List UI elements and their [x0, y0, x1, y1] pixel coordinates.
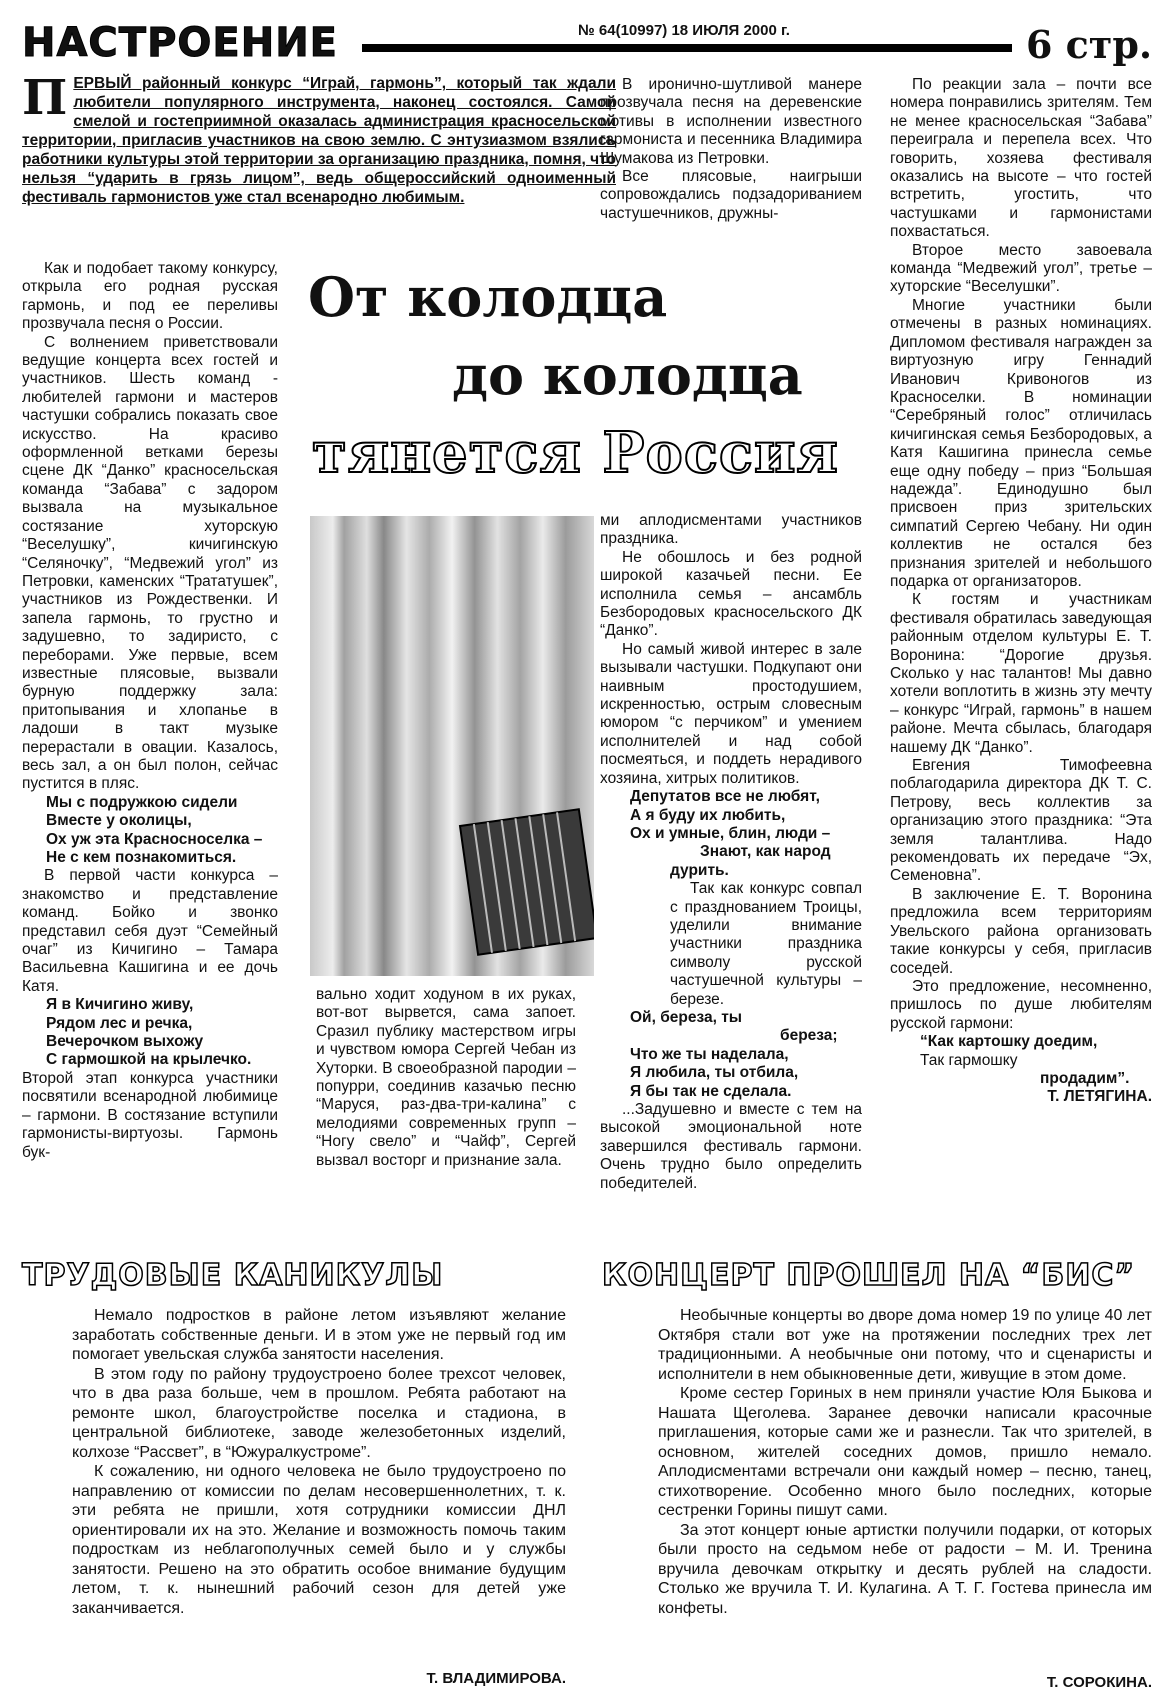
- verse-line: Ох уж эта Красносноселка –: [46, 830, 263, 848]
- accordion-icon: [310, 516, 594, 976]
- paragraph: Это предложение, несомненно, пришлось по душе любителям русской гармони:: [890, 977, 1152, 1032]
- drop-cap: П: [22, 70, 68, 126]
- signature: Т. ЛЕТЯГИНА.: [1047, 1088, 1152, 1106]
- verse-line: “Как картошку доедим,: [920, 1033, 1098, 1051]
- birch-photo: [310, 516, 594, 976]
- paragraph: Второй этап конкурса участники посвятили всенародной любимице – гармони. В состязание вступили гармонисты-виртуозы. Гармонь бук-: [22, 1069, 278, 1161]
- verse-line: Не с кем познакомиться.: [46, 849, 237, 866]
- paragraph: Так как конкурс совпал с празднованием Троицы, уделили внимание участники праздника символу русской частушечной культуры – березе.: [670, 880, 862, 1008]
- paragraph: Но самый живой интерес в зале вызывали частушки. Подкупают они наивным простодушием, искренностью, острым словесным юмором “с перчиком” и умением исполнителей и над собой посмеяться, и поддеть нерадивого хозяина, хитрых политиков.: [600, 640, 862, 787]
- paragraph: Многие участники были отмечены в разных номинациях. Дипломом фестиваля награжден за виртуозную игру Геннадий Иванович Кривоногов из Красноселки. В номинации “Серебряный голос” отличилась кичигинская семья Безбородовых, а Катя Кашигина принесла семье еще одну победу – приз “Большая надежда”. Единодушно был присвоен приз зрительских симпатий Сергею Чебану. Ни один коллектив не остался без признания зрителей и небольшого подарка от организаторов.: [890, 296, 1152, 590]
- article3-body: [658, 1306, 1152, 1618]
- headline-line-1: От колодца: [308, 265, 668, 329]
- paragraph: По реакции зала – почти все номера понравились зрителям. Тем не менее красносельская “Забава” переиграла и перепела всех. Что говорить, хозяева фестиваля оказались на высоте – что гостей встретить, угостить, что частушками и гармонистами похвастаться.: [890, 76, 1152, 241]
- paragraph: В иронично-шутливой манере прозвучала песня на деревенские мотивы в исполнении известного гармониста и песенника Владимира Шумакова из Петровки.: [600, 76, 862, 167]
- paragraph: С волнением приветствовали ведущие концерта всех гостей и участников. Шесть команд - любителей гармони и мастеров частушки собрались показать свое искусство. На красиво оформленной ветками березы сцене ДК “Данко” красносельская команда “Забава” с задором вызвала на музыкальное состязание хуторскую “Веселушку”, кичигинскую “Селяночку”, “Медвежий угол” из Петровки, каменских “Трататушек”, участников из Рождественки. И запела гармонь, то грустно и задушевно, то задиристо, с переборами. Уже первые, всем известные плясовые, вызвали бурную поддержку зала: притопывания и хлопанье в ладоши в такт музыке перерастали в овации. Казалось, весь зал, а он был полон, сейчас пустится в пляс.: [22, 333, 278, 793]
- column-3-top: [600, 76, 862, 223]
- verse-line: Вместе у околицы,: [46, 812, 192, 830]
- paragraph: Кроме сестер Гориных в нем приняли участие Юля Быкова и Нашата Щеголева. Заранее девочки написали красочные приглашения, которые сами же и разнесли. Так что зрителей, в основном, жителей соседних домов, пришло немало. Аплодисментами встречали они каждый номер – песню, танец, стихотворение. Особенно много было последних, которые сестренки Горины пишут сами.: [658, 1385, 1152, 1519]
- verse-line: Так гармошку: [920, 1051, 1018, 1069]
- header-rule: [362, 44, 1012, 52]
- verse-line: Ой, береза, ты: [630, 1008, 743, 1026]
- paragraph: ...Задушевно и вместе с тем на высокой эмоциональной ноте завершился фестиваль гармони. Очень трудно было определить победителей.: [600, 1101, 862, 1192]
- lead-block: [22, 70, 616, 207]
- paragraph: Второе место завоевала команда “Медвежий угол”, третье – хуторские “Веселушки”.: [890, 241, 1152, 296]
- column-2-bottom: [316, 986, 576, 1170]
- column-3: [600, 512, 862, 1193]
- paragraph: ми аплодисментами участников праздника.: [600, 512, 862, 548]
- headline-line-3: тянется Россия: [312, 420, 839, 486]
- verse-line: Рядом лес и речка,: [46, 1014, 193, 1032]
- page-number: 6 стр.: [1026, 22, 1153, 67]
- paragraph: Евгения Тимофеевна поблагодарила директора ДК Т. С. Петрову, весь коллектив за организацию этого праздника: “Эта земля талантлива. Надо рекомендовать их передаче “Эх, Семеновна”.: [890, 757, 1152, 885]
- article2-title: ТРУДОВЫЕ КАНИКУЛЫ: [22, 1258, 444, 1293]
- headline-line-2: до колодца: [452, 343, 803, 407]
- verse-line: дурить.: [670, 861, 729, 879]
- verse-line: А я буду их любить,: [630, 806, 786, 824]
- verse-line: Депутатов все не любят,: [630, 788, 820, 806]
- article3-title: КОНЦЕРТ ПРОШЕЛ НА “БИС”: [602, 1258, 1136, 1293]
- paragraph: Немало подростков в районе летом изъявляют желание заработать собственные деньги. И в этом уже не первый год им помогает увельская служба занятости населения.: [72, 1307, 566, 1363]
- verse-line: Ох и умные, блин, люди –: [630, 824, 831, 842]
- verse-line: Что же ты наделала,: [630, 1045, 789, 1063]
- paragraph: Необычные концерты во дворе дома номер 19 по улице 40 лет Октября стали вот уже на протяжении последних трех лет традиционными. А необычные они потому, что и сценаристы и исполнители в нем обыкновенные дети, живущие в этом доме.: [658, 1307, 1152, 1383]
- paragraph: Как и подобает такому конкурсу, открыла его родная русская гармонь, и под ее переливы прозвучала песня о России.: [22, 260, 278, 333]
- verse-line: Знают, как народ: [700, 843, 831, 861]
- issue-info: № 64(10997) 18 ИЮЛЯ 2000 г.: [578, 22, 790, 39]
- paragraph: За этот концерт юные артистки получили подарки, от которых были просто на седьмом небе от радости – М. И. Тренина вручила девочкам открытку и десять рублей на сладости. Столько же вручила Т. И. Кулагина. А Т. Г. Гостева принесла им конфеты.: [658, 1521, 1152, 1617]
- verse-line: береза;: [780, 1027, 838, 1045]
- verse-line: Я в Кичигино живу,: [46, 996, 194, 1014]
- verse-line: С гармошкой на крылечко.: [46, 1051, 252, 1069]
- paragraph: В первой части конкурса – знакомство и представление команд. Бойко и звонко представил себя дуэт “Семейный очаг” из Кичигино – Тамара Васильевна Кашигина и ее дочь Катя.: [22, 867, 278, 995]
- article2-body: [72, 1306, 566, 1618]
- verse-line: Я бы так не сделала.: [630, 1082, 792, 1100]
- verse-line: продадим”.: [1040, 1069, 1130, 1087]
- rubric-title: НАСТРОЕНИЕ: [22, 20, 338, 66]
- verse-line: Я любила, ты отбила,: [630, 1064, 799, 1082]
- lead-text: ЕРВЫЙ районный конкурс “Играй, гармонь”, который так ждали любители популярного инструмента, наконец состоялся. Самой смелой и гостеприимной оказалась администрация красносельской территории, пригласив участников на свою землю. С энтузиазмом взялись работники культуры этой территории за организацию праздника, помня, что нельзя “ударить в грязь лицом”, ведь общероссийский одноименный фестиваль гармонистов уже стал всенародно любимым.: [22, 75, 616, 206]
- paragraph: Все плясовые, наигрыши сопровождались подзадориванием частушечников, дружны-: [600, 168, 862, 222]
- verse-line: Мы с подружкою сидели: [46, 793, 238, 811]
- column-4: [890, 76, 1152, 1107]
- column-1: [22, 260, 278, 1162]
- paragraph: Не обошлось и без родной широкой казачьей песни. Ее исполнила семья – ансамбль Безбородовых красносельского ДК “Данко”.: [600, 548, 862, 640]
- paragraph: К сожалению, ни одного человека не было трудоустроено по направлению от комиссии по делам несовершеннолетних, т. к. эти ребята не пришли, хотя сотрудники комиссии ДНЛ ориентировали их на это. Желание и возможность помочь таким подросткам из неблагополучных семей было и у службы занятости. Решено на это обратить особое внимание будущим летом, т. к. нынешний рабочий сезон для детей уже заканчивается.: [72, 1463, 566, 1617]
- paragraph: вально ходит ходуном в их руках, вот-вот вырвется, сама запоет. Сразил публику мастерством игры и чувством юмора Сергей Чебан из Хуторки. В своеобразной пародии – попурри, соединив казачью песню “Маруся, раз-два-три-калина” с мелодиями современных групп – “Ногу свело” и “Чайф”, Сергей вызвал восторг и признание зала.: [316, 986, 576, 1169]
- article3-signature: Т. СОРОКИНА.: [1046, 1674, 1152, 1691]
- paragraph: В заключение Е. Т. Воронина предложила всем территориям Увельского района организовать такие конкурсы у себя, пригласив соседей.: [890, 885, 1152, 977]
- paragraph: В этом году по району трудоустроено более трехсот человек, что в два раза больше, чем в прошлом. Ребята работают на ремонте школ, благоустройстве поселка и стадиона, в центральной библиотеке, заводе железобетонных изделий, колхозе “Рассвет”, в “Южуралкустроме”.: [72, 1365, 566, 1461]
- paragraph: К гостям и участникам фестиваля обратилась заведующая районным отделом культуры Е. Т. Воронина: “Дорогие друзья. Сколько у нас талантов! Мы давно хотели воплотить в жизнь эту мечту – конкурс “Играй, гармонь” в нашем районе. Мечта сбылась, благодаря нашему ДК “Данко”.: [890, 591, 1152, 756]
- article2-signature: Т. ВЛАДИМИРОВА.: [426, 1670, 566, 1687]
- verse-line: Вечерочком выхожу: [46, 1033, 204, 1051]
